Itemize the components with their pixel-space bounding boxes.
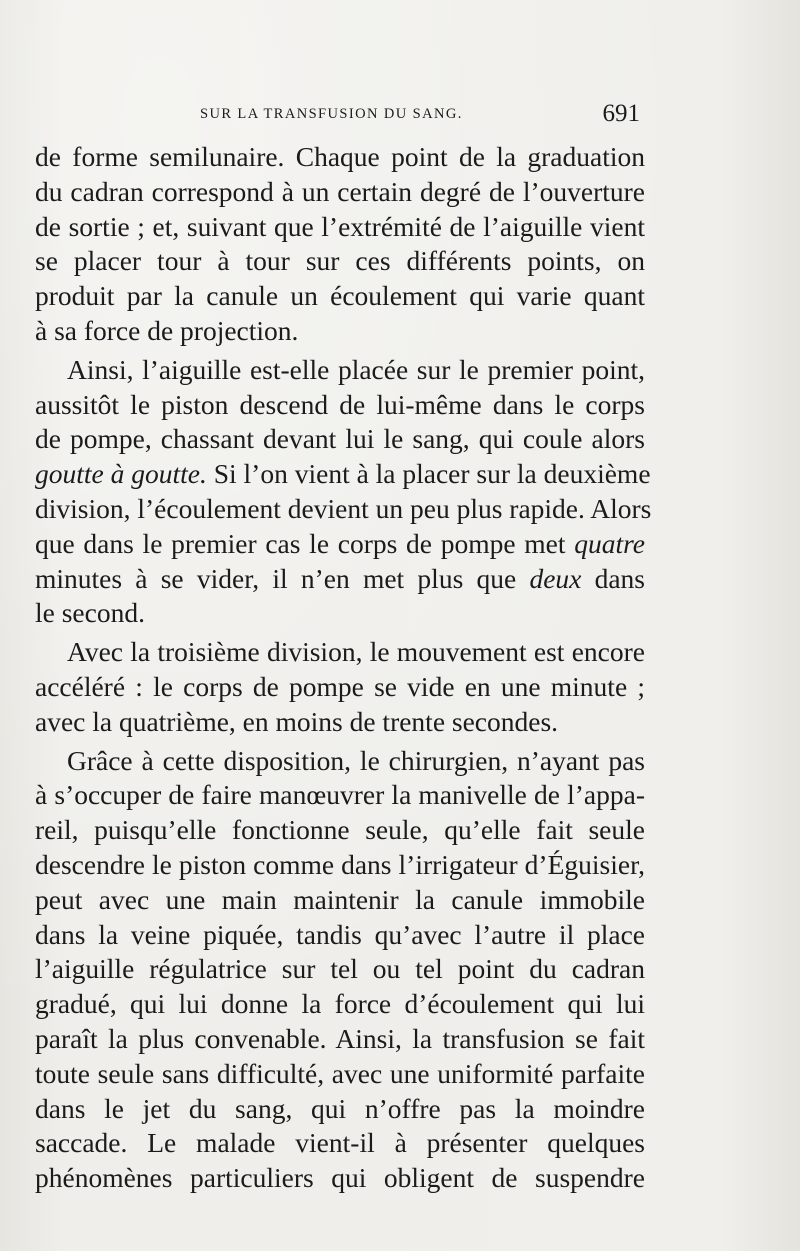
text-line: le second. [35,597,145,629]
text-line: à sa force de projection. [35,314,299,346]
text-line: de forme semilunaire. Chaque point de la graduation [35,141,645,172]
italic-word: quatre [574,527,645,559]
text-line: dans la veine piquée, tandis qu’avec l’autre il place [35,918,645,950]
text-line: dans le jet du sang, qui n’offre pas la moindre [35,1092,645,1124]
text-line: Grâce à cette disposition, le chirurgien, n’ayant pas [67,744,645,776]
running-head: SUR LA TRANSFUSION DU SANG. [200,106,463,122]
text-line: l’aiguille régulatrice sur tel ou tel point du cadran [35,953,645,985]
page-header [200,100,640,132]
text-line: se placer tour à tour sur ces différents points, on [35,245,645,277]
text-line: que dans le premier cas le corps de pompe met quatre [35,527,645,559]
text-line: phénomènes particuliers qui obligent de suspendre [35,1162,645,1194]
text-line: accéléré : le corps de pompe se vide en une minute ; [35,670,645,702]
text-line: minutes à se vider, il n’en met plus que deux dans [35,562,645,594]
text-line: de pompe, chassant devant lui le sang, qui coule alors [35,423,645,455]
text-line: division, l’écoulement devient un peu plus rapide. Alors [35,492,652,524]
text-line: saccade. Le malade vient-il à présenter quelques [35,1127,645,1159]
text-line: paraît la plus convenable. Ainsi, la transfusion se fait [35,1022,645,1054]
italic-phrase: goutte à goutte. [35,458,207,490]
text-line: aussitôt le piston descend de lui-même dans le corps [35,388,645,420]
body-text [35,140,652,1196]
text-line: descendre le piston comme dans l’irrigateur d’Éguisier, [35,848,645,880]
text-line: de sortie ; et, suivant que l’extrémité de l’aiguille vient [35,210,645,242]
text-line: peut avec une main maintenir la canule immobile [35,883,645,915]
text-line: à s’occuper de faire manœuvrer la manivelle de l’appa- [35,779,645,811]
text-line: produit par la canule un écoulement qui varie quant [35,280,645,312]
text-line: reil, puisqu’elle fonctionne seule, qu’elle fait seule [35,814,645,846]
text-line: avec la quatrième, en moins de trente secondes. [35,705,559,737]
text-line: Avec la troisième division, le mouvement est encore [67,636,645,668]
italic-word: deux [529,562,582,594]
page-number: 691 [602,100,640,127]
text-line: Ainsi, l’aiguille est-elle placée sur le premier point, [67,353,645,385]
text-line: du cadran correspond à un certain degré de l’ouverture [35,175,645,207]
text-line: goutte à goutte. Si l’on vient à la placer sur la deuxième [35,458,651,490]
text-line: toute seule sans difficulté, avec une uniformité parfaite [35,1057,645,1089]
text-line: gradué, qui lui donne la force d’écoulement qui lui [35,988,645,1020]
